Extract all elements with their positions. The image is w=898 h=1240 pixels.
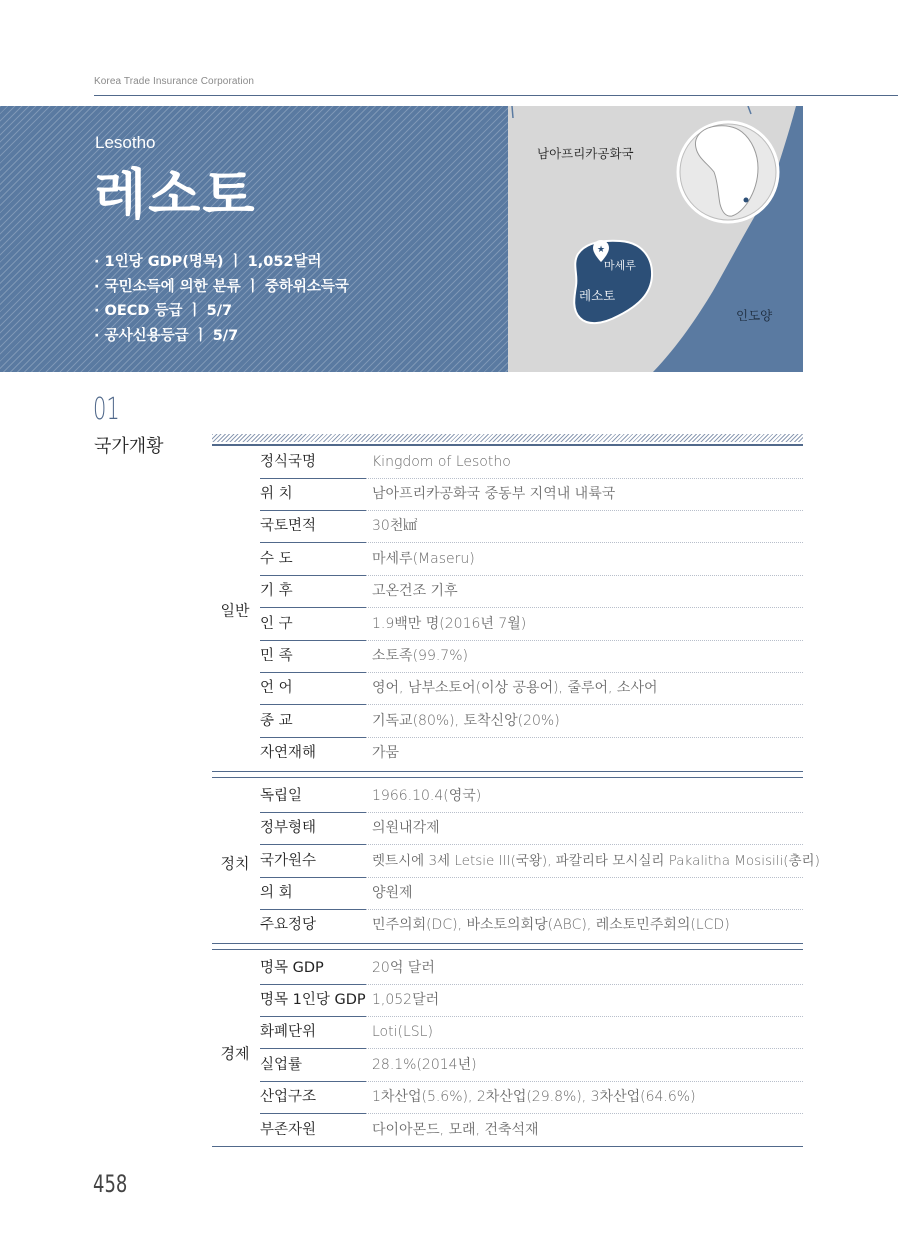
map-label-capital: 마세루: [604, 259, 636, 272]
section-number: 01: [93, 392, 120, 427]
row-value: 30천㎢: [372, 518, 418, 534]
row-label: 국가원수: [260, 845, 366, 878]
row-value: 고온건조 기후: [372, 583, 458, 599]
map-label-lesotho: 레소토: [579, 288, 616, 303]
row-label: 실업률: [260, 1049, 366, 1082]
row-label: 정식국명: [260, 446, 366, 479]
row-value: 소토족(99.7%): [372, 648, 468, 664]
row-label: 인 구: [260, 608, 366, 641]
row-label: 정부형태: [260, 812, 366, 845]
row-value: 다이아몬드, 모래, 건축석재: [372, 1122, 539, 1138]
row-value: Kingdom of Lesotho: [372, 454, 511, 470]
row-value: 영어, 남부소토어(이상 공용어), 줄루어, 소사어: [372, 680, 658, 696]
section-title: 국가개황: [94, 436, 164, 457]
row-value: 가뭄: [372, 745, 400, 761]
table-row: [260, 608, 803, 641]
table-row: [260, 672, 803, 705]
row-value: 기독교(80%), 토착신앙(20%): [372, 713, 560, 729]
row-label: 국토면적: [260, 510, 366, 543]
location-map: [508, 106, 803, 372]
row-value: 28.1%(2014년): [372, 1057, 477, 1073]
row-value: 민주의회(DC), 바소토의회당(ABC), 레소토민주회의(LCD): [372, 917, 730, 933]
row-label: 주요정당: [260, 917, 317, 933]
table-row: [260, 575, 803, 608]
table-row: [260, 543, 803, 576]
map-label-ocean: 인도양: [736, 308, 773, 323]
row-label: 의 회: [260, 877, 366, 910]
map-label-south-africa: 남아프리카공화국: [537, 146, 634, 161]
row-label: 부존자원: [260, 1122, 317, 1138]
row-value: 1,052달러: [372, 992, 440, 1008]
header-rule: [94, 95, 898, 96]
table-row: [260, 952, 803, 985]
row-value: 양원제: [372, 885, 413, 901]
row-label: 명목 1인당 GDP: [260, 984, 366, 1017]
row-value: 1966.10.4(영국): [372, 788, 482, 804]
group-economy: [212, 952, 803, 1146]
row-label: 언 어: [260, 672, 366, 705]
row-label: 위 치: [260, 478, 366, 511]
row-label: 수 도: [260, 543, 366, 576]
table-rule: [212, 771, 803, 772]
table-row: [260, 705, 803, 738]
org-name: Korea Trade Insurance Corporation: [94, 76, 255, 87]
country-name-en: Lesotho: [95, 133, 156, 152]
svg-text:★: ★: [596, 245, 606, 255]
table-row: [260, 812, 803, 845]
fact-gdp: · 1인당 GDP(명목) ㅣ 1,052달러: [94, 254, 322, 270]
table-row: [260, 1049, 803, 1082]
table-row: [260, 1016, 803, 1049]
table-row: [260, 640, 803, 673]
fact-oecd: · OECD 등급 ㅣ 5/7: [94, 303, 233, 319]
table-row: [260, 877, 803, 910]
row-label: 기 후: [260, 575, 366, 608]
table-row: [260, 984, 803, 1017]
group-label: 경제: [220, 1044, 250, 1063]
row-value: 남아프리카공화국 중동부 지역내 내륙국: [372, 486, 616, 502]
row-label: 독립일: [260, 780, 366, 813]
table-rule: [212, 949, 803, 950]
fact-income-class: · 국민소득에 의한 분류 ㅣ 중하위소득국: [94, 278, 349, 295]
row-label: 민 족: [260, 640, 366, 673]
group-general: [212, 446, 803, 770]
group-label: 일반: [220, 601, 250, 620]
group-label: 정치: [220, 854, 250, 873]
row-label: 종 교: [260, 705, 366, 738]
row-label: 화폐단위: [260, 1016, 366, 1049]
table-row: [260, 510, 803, 543]
table-rule: [212, 777, 803, 778]
table-row: [260, 446, 803, 479]
table-row: [260, 1081, 803, 1114]
table-row: [260, 737, 803, 769]
row-value: 마세루(Maseru): [372, 551, 475, 567]
row-value: Loti(LSL): [372, 1024, 433, 1040]
row-value: 의원내각제: [372, 820, 440, 836]
table-rule: [212, 1146, 803, 1147]
table-rule: [212, 943, 803, 944]
row-value: 렛트시에 3세 Letsie III(국왕), 파칼리타 모시실리 Pakalitha Mosisili(총리): [372, 853, 820, 869]
row-value: 1차산업(5.6%), 2차산업(29.8%), 3차산업(64.6%): [372, 1089, 696, 1105]
table-row: [260, 780, 803, 813]
row-label: 산업구조: [260, 1081, 366, 1114]
section-hatch-divider: [212, 434, 803, 442]
country-name-ko: 레소토: [94, 163, 257, 226]
table-row: [260, 478, 803, 511]
table-row: [260, 845, 820, 878]
page-number: 458: [93, 1170, 128, 1198]
globe-marker: [744, 198, 749, 203]
group-politics: [212, 780, 820, 941]
fact-credit: · 공사신용등급 ㅣ 5/7: [94, 327, 239, 344]
table-row: [260, 909, 803, 941]
row-value: 1.9백만 명(2016년 7월): [372, 616, 527, 632]
table-row: [260, 1114, 803, 1146]
row-label: 명목 GDP: [260, 952, 366, 985]
row-label: 자연재해: [260, 745, 317, 761]
key-facts: [94, 250, 349, 348]
row-value: 20억 달러: [372, 960, 435, 976]
